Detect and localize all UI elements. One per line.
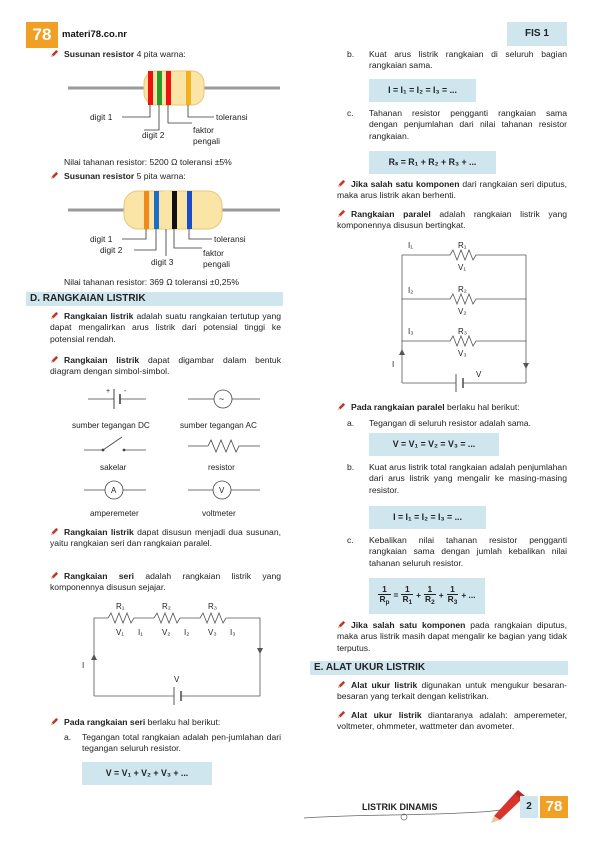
label-digit1: digit 1: [90, 234, 113, 244]
list-marker-b: b.: [347, 462, 355, 472]
resistor4-value: Nilai tahanan resistor: 5200 Ω toleransi ±5%: [64, 157, 232, 167]
pencil-icon: [337, 710, 346, 719]
label-digit3: digit 3: [151, 257, 174, 267]
label-dc: sumber tegangan DC: [72, 421, 150, 430]
label-r3: R₃: [208, 602, 218, 611]
subject-badge: FIS 1: [507, 22, 567, 46]
d-point-2: Rangkaian listrik dapat digambar dalam bentuk diagram dengan simbol-simbol.: [50, 355, 281, 377]
series-circuit-diagram: [78, 598, 278, 710]
pencil-icon: [337, 209, 346, 218]
fraction-1-rp: $\frac{1}{R_p}$: [379, 584, 390, 606]
plus-sign: +: [106, 388, 111, 395]
list-marker-a: a.: [347, 418, 355, 428]
fraction-1-r2: $\frac{1}{R_2}$: [425, 584, 435, 606]
label-v: V: [476, 370, 482, 379]
ac-glyph: ~: [219, 394, 225, 404]
label-i1: I₁: [138, 628, 143, 637]
label-v2: V₂: [162, 628, 171, 637]
series-break-note: Jika salah satu komponen dari rangkaian seri diputus, maka arus listrik akan berhenti.: [337, 179, 568, 201]
series-point-b: Kuat arus listrik rangkaian di seluruh bagian rangkaian sama.: [369, 49, 567, 71]
label-i1: I₁: [408, 241, 413, 250]
label-switch: sakelar: [100, 463, 127, 472]
pencil-icon: [337, 402, 346, 411]
d-point-4: Rangkaian seri adalah rangkaian listrik yang komponennya disusun sejajar.: [50, 571, 282, 593]
pencil-icon: [50, 171, 59, 180]
e-point-2: Alat ukur listrik diantaranya adalah: amperemeter, voltmeter, ohmmeter, wattmeter dan avometer.: [337, 710, 568, 732]
switch-symbol: [84, 437, 146, 451]
label-i2: I₂: [184, 628, 190, 637]
resistor4-heading: Susunan resistor 4 pita warna:: [50, 49, 290, 60]
page-number: 2: [520, 796, 538, 818]
resistor5-value: Nilai tahanan resistor: 369 Ω toleransi ±0,25%: [64, 277, 239, 287]
e-point-1: Alat ukur listrik digunakan untuk mengukur besaran-besaran yang terkait dengan kelistrikan.: [337, 680, 567, 702]
site-name: materi78.co.nr: [62, 29, 127, 40]
label-v1: V₁: [116, 628, 125, 637]
parallel-point-c: Kebalikan nilai tahanan resistor pengganti rangkaian sama dengan jumlah kebalikan nilai tahanan seluruh resistor.: [369, 535, 567, 568]
pencil-icon: [337, 680, 346, 689]
label-i: I: [392, 360, 395, 369]
fraction-1-r3: $\frac{1}{R_3}$: [447, 584, 458, 606]
voltmeter-symbol: [188, 481, 260, 499]
label-i3: I₃: [408, 327, 414, 336]
label-toleransi: toleransi: [214, 234, 246, 244]
parallel-definition: Rangkaian paralel adalah rangkaian listrik yang komponennya disusun bertingkat.: [337, 209, 568, 231]
pencil-icon: [50, 355, 59, 364]
pencil-icon: [50, 527, 59, 536]
pencil-icon: [50, 311, 59, 320]
label-digit2: digit 2: [142, 130, 165, 140]
list-marker-a: a.: [64, 732, 72, 742]
pencil-icon: [50, 571, 59, 580]
label-pengali: pengali: [193, 136, 221, 146]
parallel-circuit-diagram: [388, 237, 538, 395]
label-faktor: faktor: [193, 125, 214, 135]
d-point-3: Rangkaian listrik dapat disusun menjadi dua susunan, yaitu rangkaian seri dan rangkaian paralel.: [50, 527, 281, 549]
logo-badge: 78: [26, 22, 58, 48]
fraction-1-r1: $\frac{1}{R_1}$: [402, 584, 413, 606]
section-e-heading: E. ALAT UKUR LISTRIK: [310, 661, 568, 675]
label-r3: R₃: [458, 327, 468, 336]
label-r2: R₂: [162, 602, 171, 611]
d-point-1: Rangkaian listrik adalah suatu rangkaian tertutup yang dapat mengalirkan arus listrik dari potensial tinggi ke potensial rendah.: [50, 311, 282, 344]
d-point-5: Pada rangkaian seri berlaku hal berikut:: [50, 717, 281, 728]
dc-source-symbol: [88, 388, 146, 409]
label-v1: V₁: [458, 263, 467, 272]
label-i: I: [82, 661, 85, 670]
circuit-symbols: [62, 384, 292, 520]
pencil-icon: [337, 179, 346, 188]
pencil-icon: [50, 49, 59, 58]
series-point-a: Tegangan total rangkaian adalah pen-jumlahan dari tegangan seluruh resistor.: [82, 732, 281, 754]
label-r1: R₁: [116, 602, 125, 611]
pencil-icon: [337, 620, 346, 629]
formula-series-resistance: Rₛ = R₁ + R₂ + R₃ + ...: [369, 151, 496, 174]
label-r1: R₁: [458, 241, 467, 250]
parallel-rules-heading: Pada rangkaian paralel berlaku hal berikut:: [337, 402, 567, 413]
parallel-break-note: Jika salah satu komponen pada rangkaian diputus, maka arus listrik masih dapat mengalir ke bagian yang tidak terputus.: [337, 620, 567, 653]
ammeter-letter: A: [111, 486, 117, 495]
pencil-icon: [50, 717, 59, 726]
footer-logo-badge: 78: [540, 796, 568, 818]
label-resistor: resistor: [208, 463, 235, 472]
label-i3: I₃: [230, 628, 236, 637]
ammeter-symbol: [84, 481, 146, 499]
label-digit2: digit 2: [100, 245, 123, 255]
label-ammeter: amperemeter: [90, 509, 139, 518]
label-v: V: [174, 675, 180, 684]
label-faktor: faktor: [203, 248, 224, 258]
label-r2: R₂: [458, 285, 467, 294]
label-toleransi: toleransi: [216, 112, 248, 122]
formula-parallel-resistance: $\frac{1}{R_p}$ = $\frac{1}{R_1}$ + $\frac{1}{R_2}$ + $\frac{1}{R_3}$ + ...: [369, 578, 485, 614]
formula-parallel-current: I = I₁ = I₂ = I₃ = ...: [369, 506, 486, 529]
parallel-point-b: Kuat arus listrik total rangkaian adalah penjumlahan dari arus listrik yang mengalir ke masing-masing resistor.: [369, 462, 567, 495]
list-marker-c: c.: [347, 108, 354, 118]
resistor5-heading: Susunan resistor 5 pita warna:: [50, 171, 290, 182]
parallel-point-a: Tegangan di seluruh resistor adalah sama.: [369, 418, 531, 428]
label-v3: V₃: [208, 628, 217, 637]
label-v2: V₂: [458, 307, 467, 316]
label-v3: V₃: [458, 349, 467, 358]
minus-sign: -: [124, 388, 127, 395]
section-d-heading: D. RANGKAIAN LISTRIK: [26, 292, 283, 306]
resistor-symbol: [188, 440, 260, 452]
formula-parallel-voltage: V = V₁ = V₂ = V₃ = ...: [369, 433, 499, 456]
footer-title: LISTRIK DINAMIS: [362, 802, 438, 812]
list-marker-c: c.: [347, 535, 354, 545]
voltmeter-letter: V: [219, 486, 225, 495]
list-marker-b: b.: [347, 49, 355, 59]
label-ac: sumber tegangan AC: [180, 421, 257, 430]
label-i2: I₂: [408, 286, 414, 295]
formula-series-voltage: V = V₁ + V₂ + V₃ + ...: [82, 762, 212, 785]
label-pengali: pengali: [203, 259, 231, 269]
label-digit1: digit 1: [90, 112, 113, 122]
series-point-c: Tahanan resistor pengganti rangkaian sama dengan penjumlahan dari nilai tahanan resistor rangkaian.: [369, 108, 567, 141]
ac-source-symbol: [188, 390, 260, 408]
resistor-4-band-diagram: [62, 66, 287, 156]
formula-series-current: I = I₁ = I₂ = I₃ = ...: [369, 79, 476, 102]
resistor-5-band-diagram: [62, 188, 287, 276]
label-voltmeter: voltmeter: [202, 509, 236, 518]
